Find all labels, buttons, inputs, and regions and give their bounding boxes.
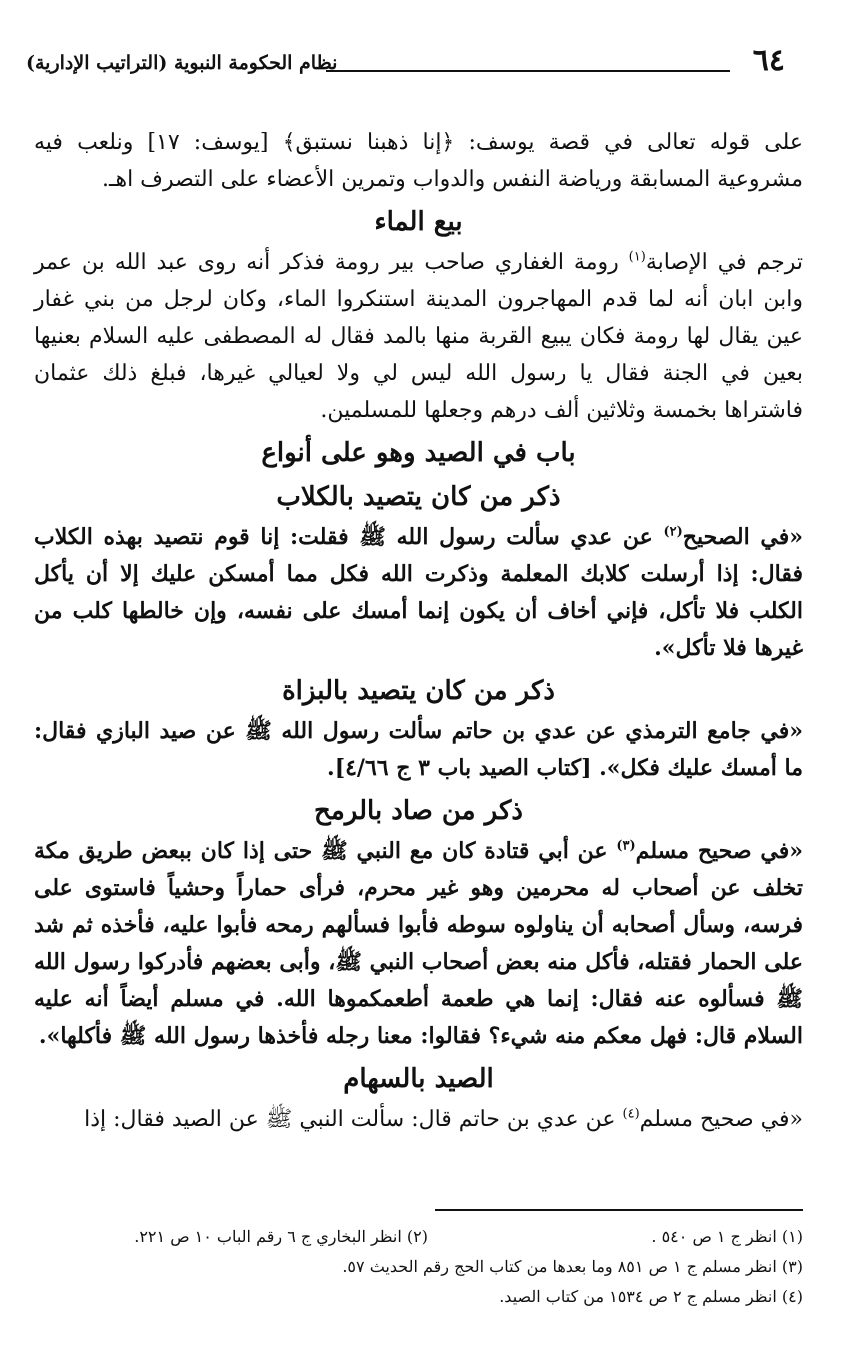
footnote-rule	[435, 1209, 803, 1211]
page-body	[34, 124, 803, 1138]
paragraph-text: رومة الغفاري صاحب بير رومة فذكر أنه روى عبد الله بن عمر وابن ابان أنه لما قدم المهاجرون المدينة استنكروا الماء، وكان لرجل من بني غفار عين يقال لها رومة فكان يبيع القربة منها بالمد فقال له المصطفى عليه السلام بعنيها بعين في الجنة فقال يا رسول الله ليس لي ولا لعيالي غيرها، فبلغ ذلك عثمان فاشتراها بخمسة وثلاثين ألف درهم وجعلها للمسلمين.	[34, 250, 803, 423]
paragraph-text: «في الصحيح	[682, 524, 803, 550]
header-rule	[326, 70, 730, 72]
paragraph-text: عن عدي بن حاتم قال: سألت النبي ﷺ عن الصيد فقال: إذا	[84, 1107, 623, 1132]
paragraph-hunting-arrows	[34, 1101, 803, 1138]
paragraph-racing: على قوله تعالى في قصة يوسف: ﴿إنا ذهبنا نستبق﴾ [يوسف: ١٧] ونلعب فيه مشروعية المسابقة ورياضة النفس والدواب وتمرين الأعضاء على التصرف اهـ.	[34, 130, 803, 192]
page-number: ٦٤	[752, 43, 785, 78]
book-title: نظام الحكومة النبوية (التراتيب الإدارية)	[26, 52, 338, 74]
paragraph-water-sale	[34, 244, 803, 429]
footnote-ref: (٤)	[622, 1106, 640, 1122]
heading-hunting-dogs: ذكر من كان يتصيد بالكلاب	[276, 482, 561, 512]
footnote-3: (٣) انظر مسلم ج ١ ص ٨٥١ وما بعدها من كتاب الحج رقم الحديث ٥٧.	[342, 1257, 803, 1276]
footnote-row	[34, 1282, 803, 1312]
heading-hunting-spear: ذكر من صاد بالرمح	[314, 796, 523, 826]
footnote-2: (٢) انظر البخاري ج ٦ رقم الباب ١٠ ص ٢٢١.	[134, 1227, 428, 1246]
paragraph-text: عن عدي سألت رسول الله ﷺ فقلت: إنا قوم نتصيد بهذه الكلاب فقال: إذا أرسلت كلابك المعلمة وذكرت الله فكل مما أمسكن عليك إلا أن يأكل الكلب فلا تأكل، فإني أخاف أن يكون إنما أمسك على نفسه، وإن خالطها كلب من غيرها فلا تأكل».	[34, 524, 803, 661]
footnotes	[34, 1222, 803, 1312]
footnote-4: (٤) انظر مسلم ج ٢ ص ١٥٣٤ من كتاب الصيد.	[499, 1287, 803, 1306]
paragraph-hunting-dogs	[34, 519, 803, 667]
footnote-ref: (١)	[628, 249, 646, 265]
heading-hunting-chapter: باب في الصيد وهو على أنواع	[261, 438, 576, 468]
paragraph-text: ترجم في الإصابة	[645, 250, 803, 275]
paragraph-hunting-falcons: «في جامع الترمذي عن عدي بن حاتم سألت رسول الله ﷺ عن صيد البازي فقال: ما أمسك عليك فكل». [كتاب الصيد باب ٣ ج ٤/٦٦].	[34, 718, 803, 781]
paragraph-text: «في صحيح مسلم	[639, 1107, 803, 1132]
heading-hunting-arrows: الصيد بالسهام	[343, 1064, 494, 1094]
footnote-ref: (٢)	[663, 524, 683, 540]
paragraph-text: عن أبي قتادة كان مع النبي ﷺ حتى إذا كان ببعض طريق مكة تخلف عن أصحاب له محرمين وهو غير محرم، فرأى حماراً وحشياً فاستوى على فرسه، وسأل أصحابه أن يناولوه سوطه فأبوا فسألهم رمحه فأبوا عليه، فأخذه ثم شد على الحمار فقتله، فأكل منه بعض أصحاب النبي ﷺ، وأبى بعضهم فأدركوا رسول الله ﷺ فسألوه عنه فقال: إنما هي طعمة أطعمكموها الله. في مسلم أيضاً أنه عليه السلام قال: فهل معكم منه شيء؟ فقالوا: معنا رجله فأخذها رسول الله ﷺ فأكلها».	[34, 838, 803, 1049]
heading-hunting-falcons: ذكر من كان يتصيد بالبزاة	[282, 676, 555, 706]
paragraph-text: «في صحيح مسلم	[635, 838, 803, 864]
footnote-ref: (٣)	[616, 838, 636, 854]
paragraph-hunting-spear	[34, 833, 803, 1055]
footnote-row	[34, 1252, 803, 1282]
footnote-1: (١) انظر ج ١ ص ٥٤٠ .	[651, 1227, 803, 1246]
footnote-row	[34, 1222, 803, 1252]
heading-water-sale: بيع الماء	[374, 207, 463, 237]
running-header	[26, 44, 785, 84]
